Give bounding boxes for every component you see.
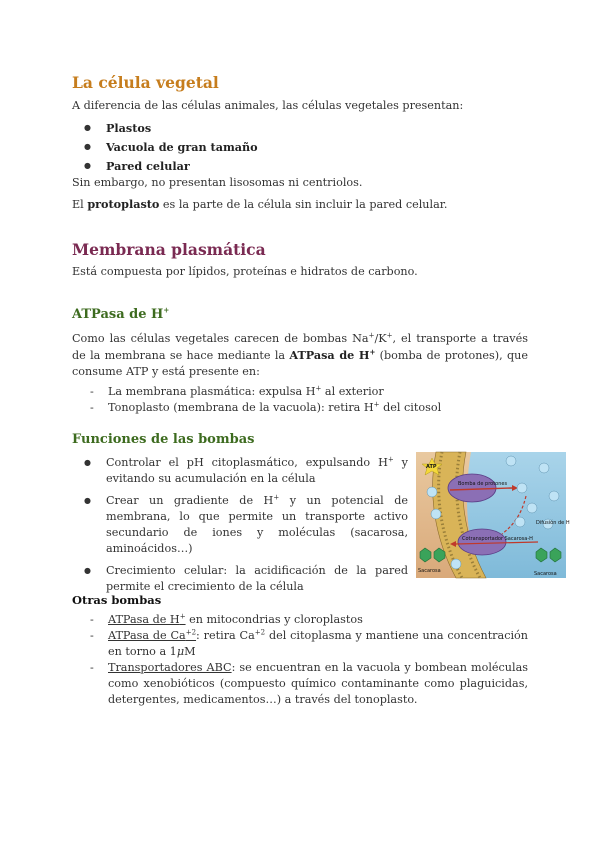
list-item: - Tonoplasto (membrana de la vacuola): retira H+ del citosol [72, 400, 532, 416]
proton-pump-figure [416, 452, 570, 578]
atpasa-locations-list [72, 384, 532, 416]
list-item: ● Pared celular [72, 158, 532, 175]
diffusion-label: Difusión de H [536, 520, 570, 526]
list-item: ● Controlar el pH citoplasmático, expulsando H+ y evitando su acumulación en la célula [72, 455, 408, 487]
list-item: ● Crear un gradiente de H+ y un potencial de membrana, lo que permite un transporte activo secundario de iones y moléculas (sacarosa, aminoácidos…) [72, 493, 408, 557]
atpasa-paragraph: Como las células vegetales carecen de bombas Na+/K+, el transporte a través de la membrana se hace mediante la ATPasa de H+ (bomba de protones), que consume ATP y está presente en: [72, 331, 528, 378]
sucrose-label-right: Sacarosa [534, 571, 557, 577]
list-item: - ATPasa de H+ en mitocondrias y cloroplastos [72, 612, 528, 628]
functions-list [72, 455, 408, 597]
list-item: - La membrana plasmática: expulsa H+ al exterior [72, 384, 532, 400]
section-title-celula-vegetal: La célula vegetal [72, 73, 219, 92]
list-item: - Transportadores ABC: se encuentran en la vacuola y bombean moléculas como xenobióticos (compuesto químico contaminante como plaguicidas, detergentes, medicamentos…) a través del tonoplasto. [72, 660, 528, 708]
atp-label: ATP [426, 464, 437, 470]
section-title-otras-bombas: Otras bombas [72, 593, 162, 607]
intro-paragraph: A diferencia de las células animales, las células vegetales presentan: [72, 99, 464, 112]
section-title-membrana: Membrana plasmática [72, 240, 266, 259]
cotransporter-label: Cotransportador Sacarosa-H [462, 536, 533, 542]
membrana-paragraph: Está compuesta por lípidos, proteínas e hidratos de carbono. [72, 265, 418, 278]
list-item: ● Crecimiento celular: la acidificación de la pared permite el crecimiento de la célula [72, 563, 408, 595]
definition-paragraph: El protoplasto es la parte de la célula sin incluir la pared celular. [72, 197, 448, 211]
list-item: ● Vacuola de gran tamaño [72, 139, 532, 156]
section-title-atpasa: ATPasa de H+ [72, 305, 170, 322]
list-item: ● Plastos [72, 120, 532, 137]
note-paragraph: Sin embargo, no presentan lisosomas ni centriolos. [72, 176, 363, 189]
section-title-funciones: Funciones de las bombas [72, 432, 255, 447]
list-item: - ATPasa de $Ca^{+2}$: retira $Ca^{+2}$ del citoplasma y mantiene una concentración en torno a 1μM [72, 628, 528, 660]
features-list [72, 120, 532, 177]
membrane-diagram [416, 452, 570, 578]
sucrose-label-left: Sacarosa [418, 568, 441, 574]
other-pumps-list [72, 612, 528, 708]
pump-label: Bomba de protones [458, 481, 508, 487]
